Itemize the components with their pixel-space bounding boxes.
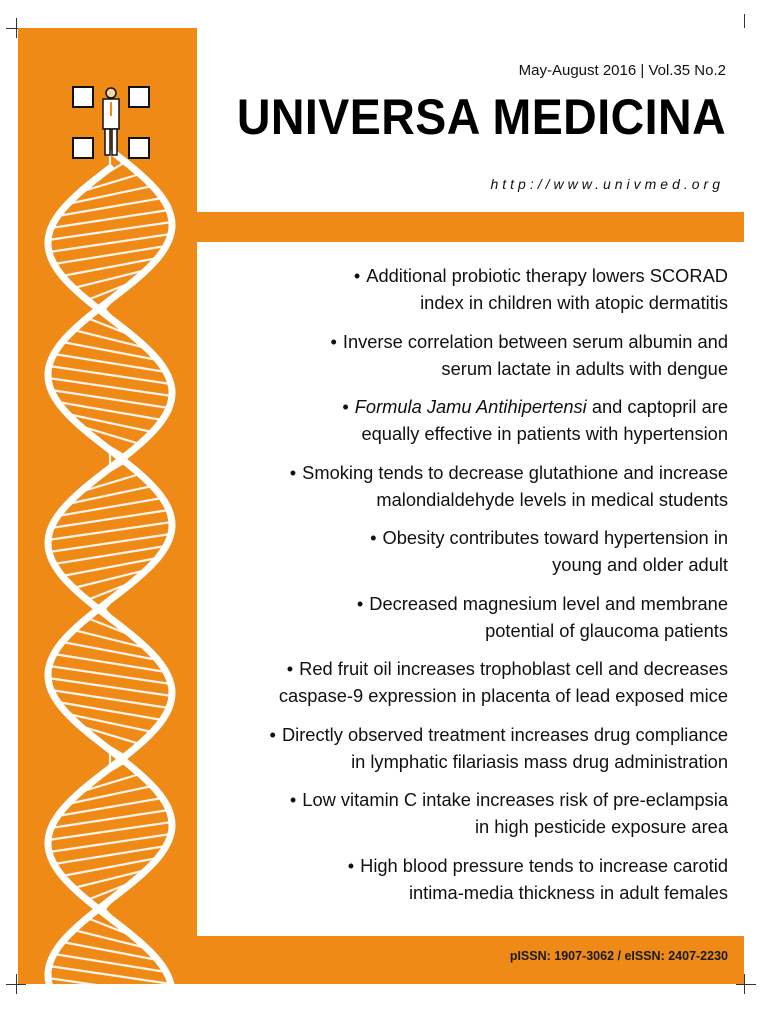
article-title-line1: Directly observed treatment increases drug compliance	[281, 723, 728, 745]
journal-title: UNIVERSA MEDICINA	[236, 89, 726, 145]
journal-logo-icon	[72, 86, 150, 160]
bullet-icon: •	[356, 592, 364, 614]
article-title-line2: in lymphatic filariasis mass drug administration	[351, 750, 728, 772]
article-title-line1: High blood pressure tends to increase carotid	[360, 854, 728, 876]
article-title-line2: index in children with atopic dermatitis	[420, 292, 728, 313]
article-item	[188, 590, 728, 644]
article-item	[188, 328, 728, 382]
bullet-icon: •	[330, 330, 337, 352]
crop-mark	[16, 18, 17, 38]
issn-label: pISSN: 1907-3062 / eISSN: 2407-2230	[509, 949, 728, 963]
bullet-icon: •	[353, 265, 361, 286]
article-list	[188, 262, 728, 917]
bullet-icon: •	[347, 854, 355, 876]
journal-url[interactable]: http://www.univmed.org	[490, 176, 724, 192]
article-title-italic: Formula Jamu Antihipertensi	[354, 396, 587, 417]
bullet-icon: •	[286, 658, 294, 679]
crop-mark	[16, 974, 17, 994]
bullet-icon: •	[342, 396, 349, 417]
bullet-icon: •	[289, 461, 297, 483]
article-item	[188, 393, 728, 447]
article-title-line2: equally effective in patients with hypertension	[361, 423, 728, 444]
article-title-line1: Low vitamin C intake increases risk of pre-eclampsia	[302, 789, 728, 810]
article-title-line2: serum lactate in adults with dengue	[441, 357, 728, 379]
crop-mark	[744, 974, 745, 994]
article-title-line1: Decreased magnesium level and membrane	[369, 592, 728, 614]
article-title-line1: Smoking tends to decrease glutathione and increase	[302, 461, 728, 483]
bullet-icon: •	[289, 789, 297, 810]
article-item	[188, 524, 728, 578]
article-title-line2: malondialdehyde levels in medical students	[376, 488, 728, 510]
article-title-line2: intima-media thickness in adult females	[408, 881, 728, 903]
article-title-line2: potential of glaucoma patients	[485, 619, 728, 641]
article-item	[188, 721, 728, 775]
article-item	[188, 786, 728, 840]
bullet-icon: •	[269, 723, 276, 745]
dna-helix-illustration	[28, 150, 198, 986]
article-item	[188, 852, 728, 906]
article-title-line1: Red fruit oil increases trophoblast cell and decreases	[299, 658, 728, 679]
crop-mark	[736, 984, 756, 985]
crop-mark	[744, 14, 745, 28]
article-title-line1: and captopril are	[586, 396, 728, 417]
issue-label: May-August 2016 | Vol.35 No.2	[518, 62, 726, 79]
article-title-line2: caspase-9 expression in placenta of lead exposed mice	[278, 685, 728, 706]
article-title-line1: Inverse correlation between serum albumin and	[342, 330, 728, 352]
article-title-line1: Additional probiotic therapy lowers SCORAD	[366, 265, 728, 286]
article-item	[188, 655, 728, 709]
article-title-line2: in high pesticide exposure area	[474, 816, 728, 837]
article-title-line2: young and older adult	[552, 554, 728, 575]
article-item	[188, 459, 728, 513]
bullet-icon: •	[370, 527, 377, 548]
article-item	[188, 262, 728, 316]
article-title-line1: Obesity contributes toward hypertension in	[382, 527, 728, 548]
